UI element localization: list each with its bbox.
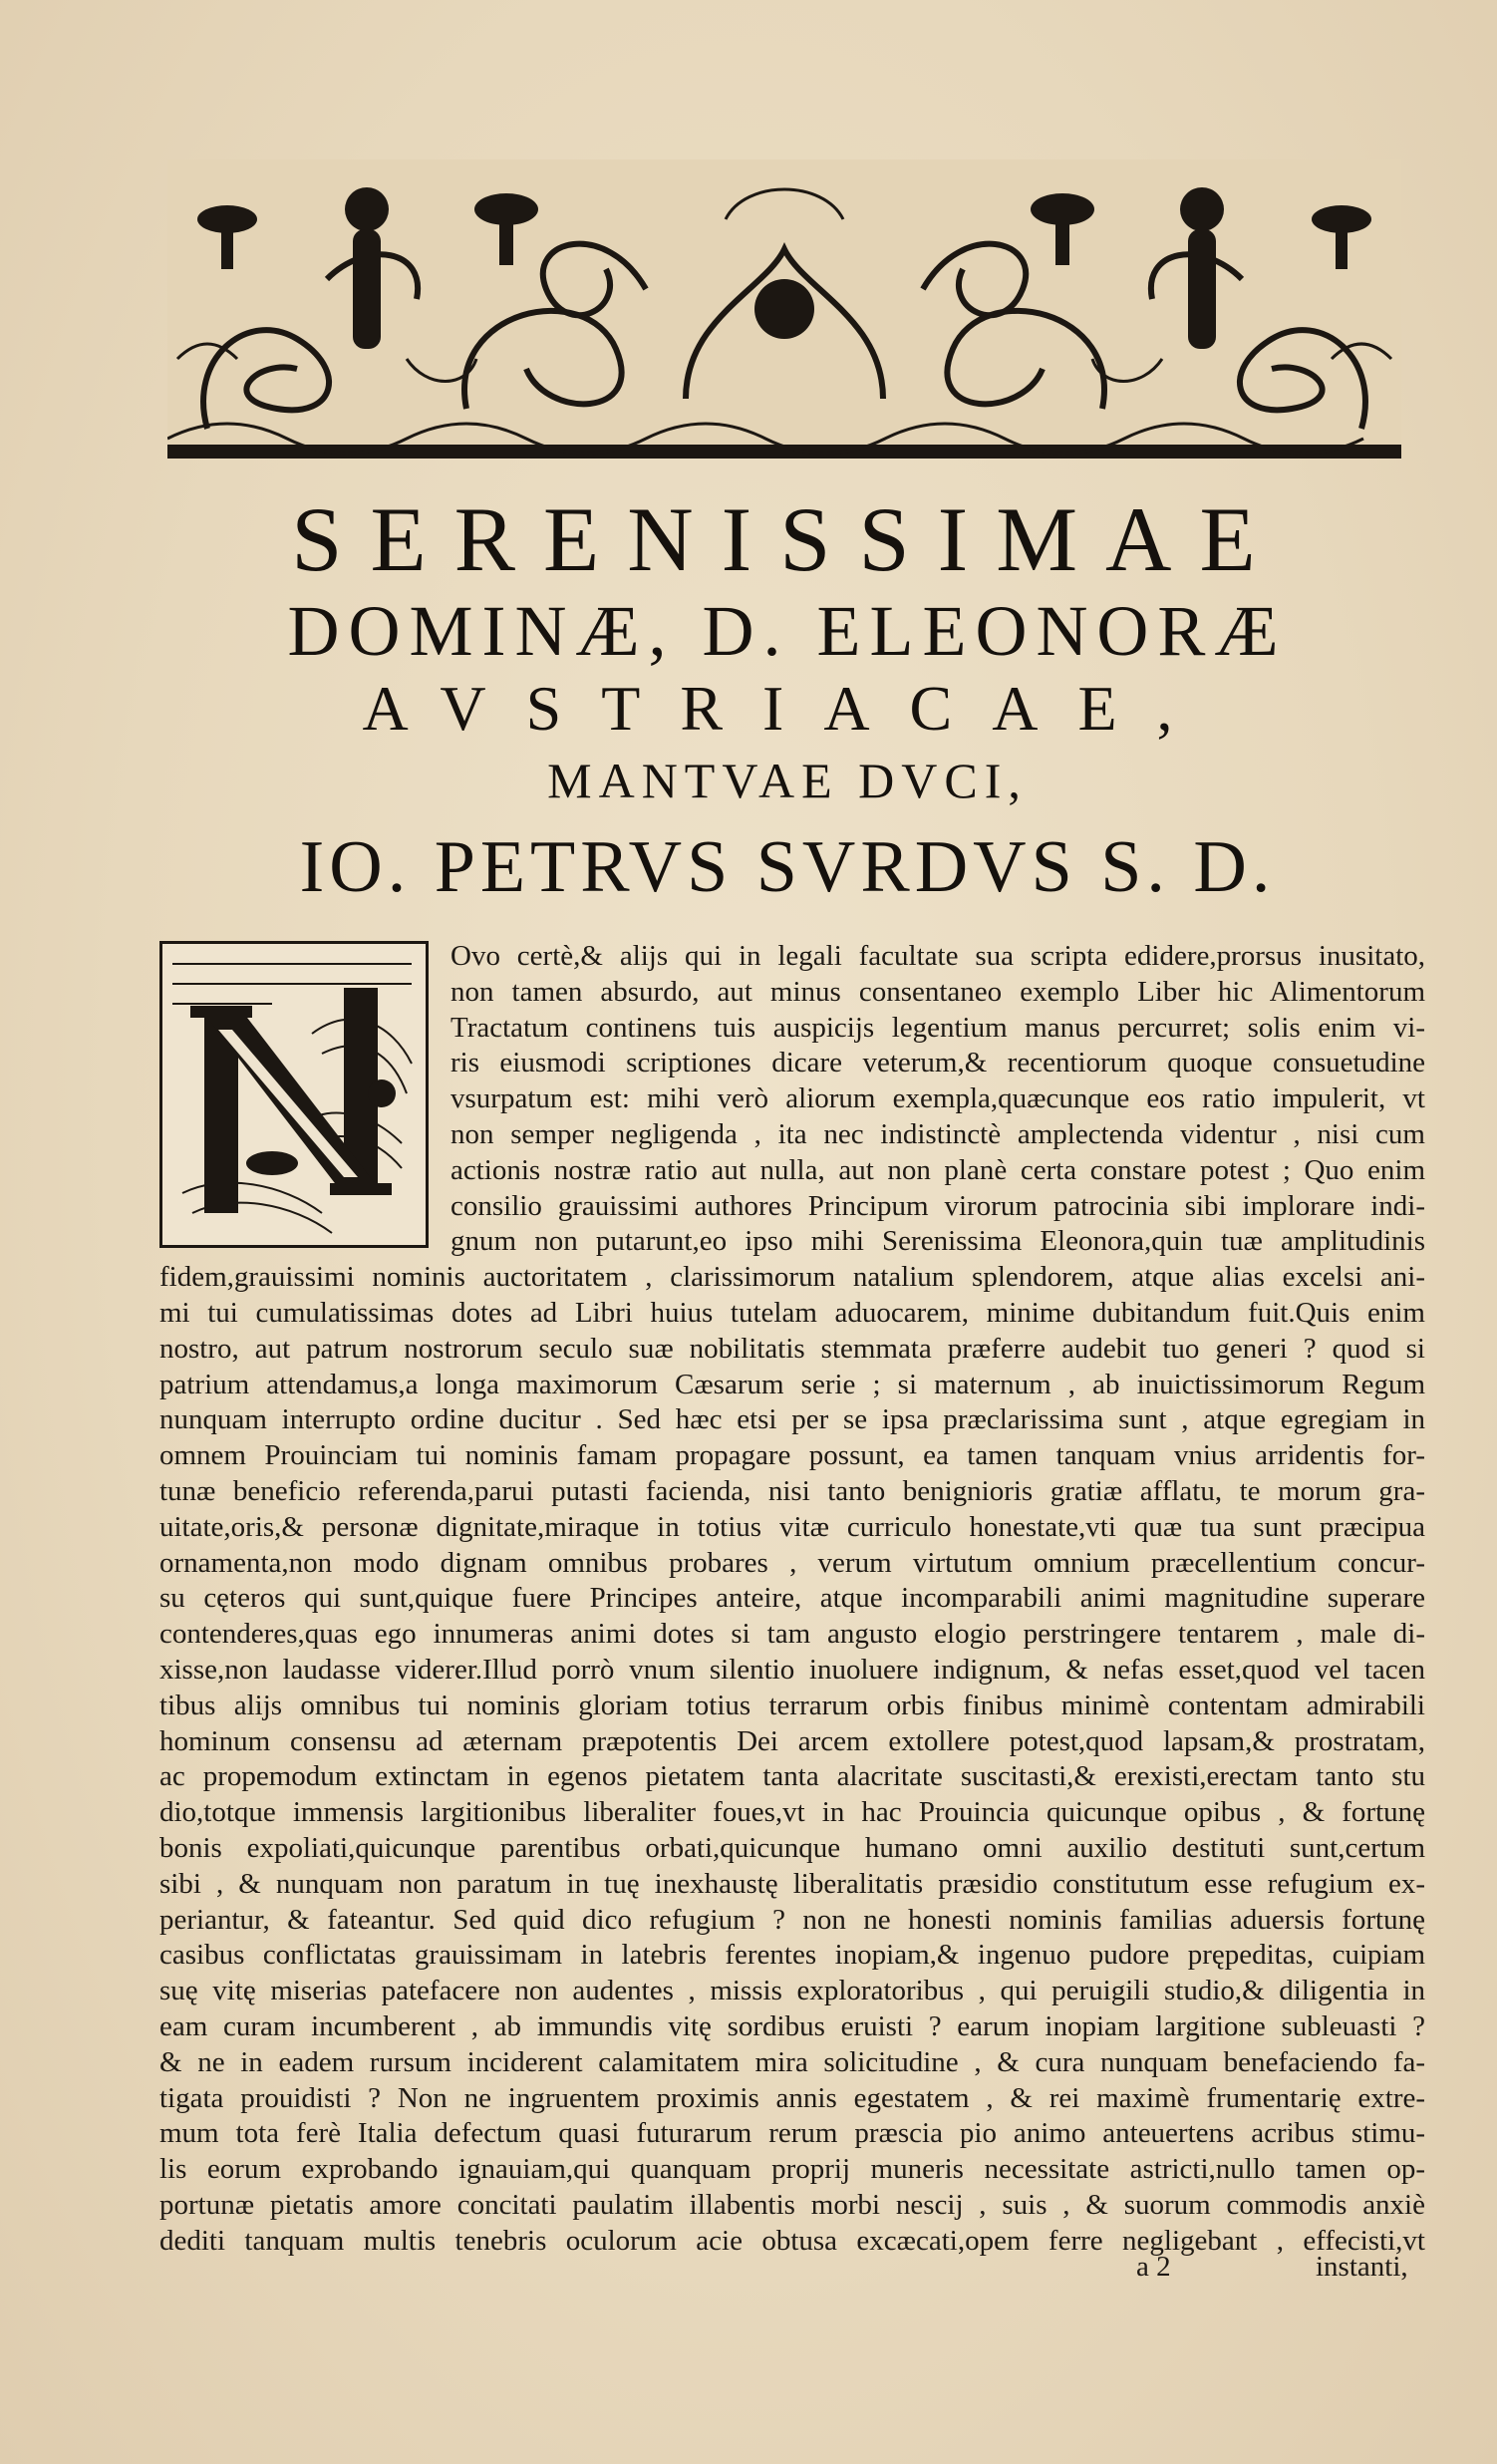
- text-line: uitate,oris,& personæ dignitate,miraque in totius vitæ curriculo honestate,vti quæ tua sunt præcipua: [159, 1510, 1425, 1543]
- signature-mark: a 2: [1136, 2251, 1171, 2283]
- title-line-5: IO. PETRVS SVRDVS S. D.: [299, 826, 1276, 908]
- text-line: actionis nostræ ratio aut nulla, aut non planè certa constare potest ; Quo enim: [450, 1153, 1425, 1186]
- decorated-initial-n: [159, 941, 429, 1248]
- woodcut-initial-icon: [162, 944, 426, 1245]
- text-line: nunquam interrupto ordine ducitur . Sed hæc etsi per se ipsa præclarissima sunt , atque egregiam in: [159, 1403, 1425, 1436]
- text-line: mi tui cumulatissimas dotes ad Libri huius tutelam aduocarem, minime dubitandum fuit.Quis enim: [159, 1297, 1425, 1329]
- text-line: ornamenta,non modo dignam omnibus probares , verum virtutum omnium præcellentium concur-: [159, 1546, 1425, 1579]
- text-line: xisse,non laudasse viderer.Illud porrò vnum silentio inuoluere indignum, & nefas esset,quod vel tacen: [159, 1654, 1425, 1686]
- text-line: fidem,grauissimi nominis auctoritatem , clarissimorum natalium splendorem, atque alias excelsi ani-: [159, 1261, 1425, 1294]
- text-line: omnem Prouinciam tui nominis famam propagare possunt, ea tamen tanquam vnius arridentis for-: [159, 1439, 1425, 1472]
- text-line: consilio grauissimi authores Principum virorum patrocinia sibi implorare indi-: [450, 1189, 1425, 1222]
- text-line: mum tota ferè Italia defectum quasi futurarum rerum præscia pio animo anteuertens acribus stimu-: [159, 2117, 1425, 2150]
- text-line: portunæ pietatis amore concitati paulatim illabentis morbi nescij , suis , & suorum commodis anxiè: [159, 2189, 1425, 2221]
- text-line: non semper negligenda , ita nec indistinctè amplectenda videntur , nisi cum: [450, 1118, 1425, 1150]
- text-line: bonis expoliati,quicunque parentibus orbati,quicunque humano omni auxilio destituti sunt,certum: [159, 1832, 1425, 1864]
- ornamental-headpiece: [167, 159, 1401, 459]
- text-line: tigata prouidisti ? Non ne ingruentem proximis annis egestatem , & rei maximè frumentarię extre-: [159, 2081, 1425, 2114]
- text-line: dio,totque immensis largitionibus liberaliter foues,vt in hac Prouincia quicunque opibus , & fortunę: [159, 1796, 1425, 1829]
- text-line: periantur, & fateantur. Sed quid dico refugium ? non ne honesti nominis familias aduersis fortunę: [159, 1903, 1425, 1936]
- text-line: tunæ beneficio referenda,parui putasti facienda, nisi tanto benignioris gratiæ afflatu, te morum gra-: [159, 1475, 1425, 1507]
- text-line: nostro, aut patrum nostrorum seculo suæ nobilitatis stemmata præferre audebit tuo generi ? quod si: [159, 1332, 1425, 1365]
- text-line: eam curam incumberent , ab immundis vitę sordibus eruisti ? earum inopiam largitione subleuasti ?: [159, 2010, 1425, 2042]
- title-line-1: SERENISSIMAE: [291, 488, 1284, 590]
- text-line: dediti tanquam multis tenebris oculorum acie obtusa excæcati,opem ferre negligebant , effecisti,vt: [159, 2224, 1425, 2257]
- text-line: suę vitę miserias patefacere non audentes , missis exploratoribus , qui peruigili studio,& diligentia in: [159, 1975, 1425, 2007]
- title-line-2: DOMINÆ, D. ELEONORÆ: [287, 591, 1288, 671]
- text-line: Tractatum continens tuis auspicijs legentium manus percurret; solis enim vi-: [450, 1011, 1425, 1044]
- title-line-4: MANTVAE DVCI,: [547, 753, 1028, 808]
- text-line: sibi , & nunquam non paratum in tuę inexhaustę liberalitatis præsidio constitutum esse refugium ex-: [159, 1867, 1425, 1900]
- text-line: hominum consensu ad æternam præpotentis Dei arcem extollere potest,quod lapsam,& prostratam,: [159, 1724, 1425, 1757]
- text-line: tibus alijs omnibus tui nominis gloriam totius terrarum orbis finibus minimè contentam admirabili: [159, 1689, 1425, 1721]
- text-line: ris eiusmodi scriptiones dicare veterum,& recentiorum quoque consuetudine: [450, 1047, 1425, 1079]
- text-line: su cęteros qui sunt,quique fuere Principes anteire, atque incomparabili animi magnitudine superare: [159, 1582, 1425, 1615]
- catchword: instanti,: [1316, 2251, 1408, 2283]
- title-line-3: AVSTRIACAE,: [362, 673, 1213, 744]
- text-line: non tamen absurdo, aut minus consentaneo exemplo Liber hic Alimentorum: [450, 975, 1425, 1008]
- text-line: casibus conflictatas grauissimam in latebris ferentes inopiam,& ingenuo pudore prępeditas, cuipiam: [159, 1939, 1425, 1972]
- text-line: contenderes,quas ego innumeras animi dotes si tam angusto elogio perstringere tentarem , male di-: [159, 1618, 1425, 1651]
- text-line: patrium attendamus,a longa maximorum Cæsarum serie ; si maternum , ab inuictissimorum Regum: [159, 1368, 1425, 1400]
- text-line: Ovo certè,& alijs qui in legali facultate sua scripta edidere,prorsus inusitato,: [450, 940, 1425, 972]
- text-line: vsurpatum est: mihi verò aliorum exempla,quæcunque eos ratio impulerit, vt: [450, 1082, 1425, 1115]
- text-line: ac propemodum extinctam in egenos pietatem tanta alacritate suscitasti,& erexisti,erectam tanto stu: [159, 1760, 1425, 1793]
- text-line: lis eorum exprobando ignauiam,qui quanquam proprij muneris necessitate astricti,nullo tamen op-: [159, 2153, 1425, 2186]
- text-line: gnum non putarunt,eo ipso mihi Serenissima Eleonora,quin tuæ amplitudinis: [450, 1225, 1425, 1258]
- text-line: & ne in eadem rursum inciderent calamitatem mira solicitudine , & cura nunquam benefaciendo fa-: [159, 2045, 1425, 2078]
